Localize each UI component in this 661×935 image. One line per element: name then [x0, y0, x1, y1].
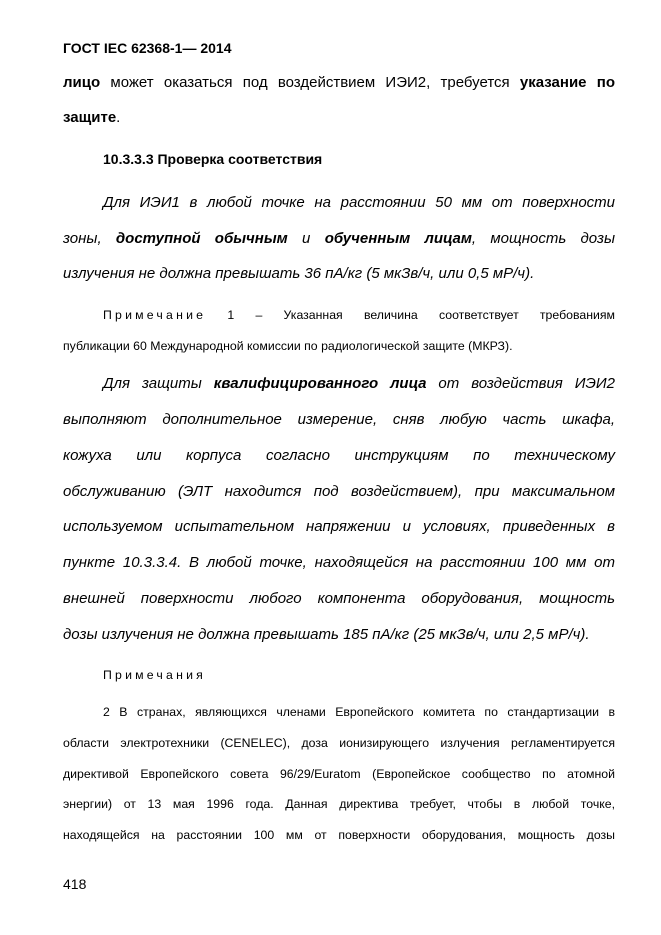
text: может оказаться под воздействием ИЭИ2, требуется [100, 74, 520, 91]
text: от воздействия ИЭИ2 [426, 375, 615, 392]
text: 1 – Указанная величина соответствует требованиям [206, 308, 615, 322]
note1-line2: публикации 60 Международной комиссии по радиологической защите (МКРЗ). [63, 339, 513, 353]
note-label: Примечание [103, 308, 207, 322]
para2-line3: излучения не должна превышать 36 пА/кг (5 мкЗв/ч, или 0,5 мР/ч). [63, 265, 535, 282]
para3-line8: дозы излучения не должна превышать 185 пА/кг (25 мкЗв/ч, или 2,5 мР/ч). [63, 626, 590, 643]
text: и [287, 230, 325, 247]
note2-line4: энергии) от 13 мая 1996 года. Данная директива требует, чтобы в любой точке, [63, 797, 615, 811]
para2-line1: Для ИЭИ1 в любой точке на расстоянии 50 мм от поверхности [103, 194, 615, 211]
note2-line3: директивой Европейского совета 96/29/Euratom (Европейское сообщество по атомной [63, 767, 615, 781]
para3-line6: пункте 10.3.3.4. В любой точке, находящейся на расстоянии 100 мм от [63, 554, 615, 571]
para1-line1 [63, 74, 615, 91]
para3-line4: обслуживанию (ЭЛТ находится под воздействием), при максимальном [63, 483, 615, 500]
para2-line2 [63, 230, 615, 247]
para3-line7: внешней поверхности любого компонента оборудования, мощность [63, 590, 615, 607]
text: . [116, 109, 121, 126]
text: , мощность дозы [471, 230, 615, 247]
note2-line1: 2 В странах, являющихся членами Европейского комитета по стандартизации в [103, 705, 615, 719]
note2-line5: находящейся на расстоянии 100 мм от поверхности оборудования, мощность дозы [63, 828, 615, 842]
para3-line3: кожуха или корпуса согласно инструкциям по техническому [63, 447, 615, 464]
term-face: лицо [63, 74, 101, 91]
para3-line2: выполняют дополнительное измерение, сняв любую часть шкафа, [63, 411, 615, 428]
notes-label-text: Примечания [103, 668, 206, 682]
note2-line2: области электротехники (CENELEC), доза ионизирующего излучения регламентируется [63, 736, 615, 750]
term-ordinary-person: доступной обычным [115, 230, 288, 247]
page-number: 418 [63, 876, 87, 892]
text: зоны, [63, 230, 116, 247]
section-heading: 10.3.3.3 Проверка соответствия [103, 151, 323, 167]
para3-line1 [103, 375, 615, 392]
para3-line5: используемом испытательном напряжении и условиях, приведенных в [63, 518, 615, 535]
para1-line2 [63, 109, 615, 126]
document-header: ГОСТ IEC 62368-1— 2014 [63, 40, 232, 56]
text: Для защиты [103, 375, 214, 392]
notes-label [103, 668, 615, 682]
note1-line1 [103, 308, 615, 322]
term-protection-instruction: указание по [519, 74, 615, 91]
term-skilled-person: квалифицированного лица [213, 375, 427, 392]
term-protection: защите [63, 109, 117, 126]
term-instructed-person: обученным лицам [324, 230, 472, 247]
